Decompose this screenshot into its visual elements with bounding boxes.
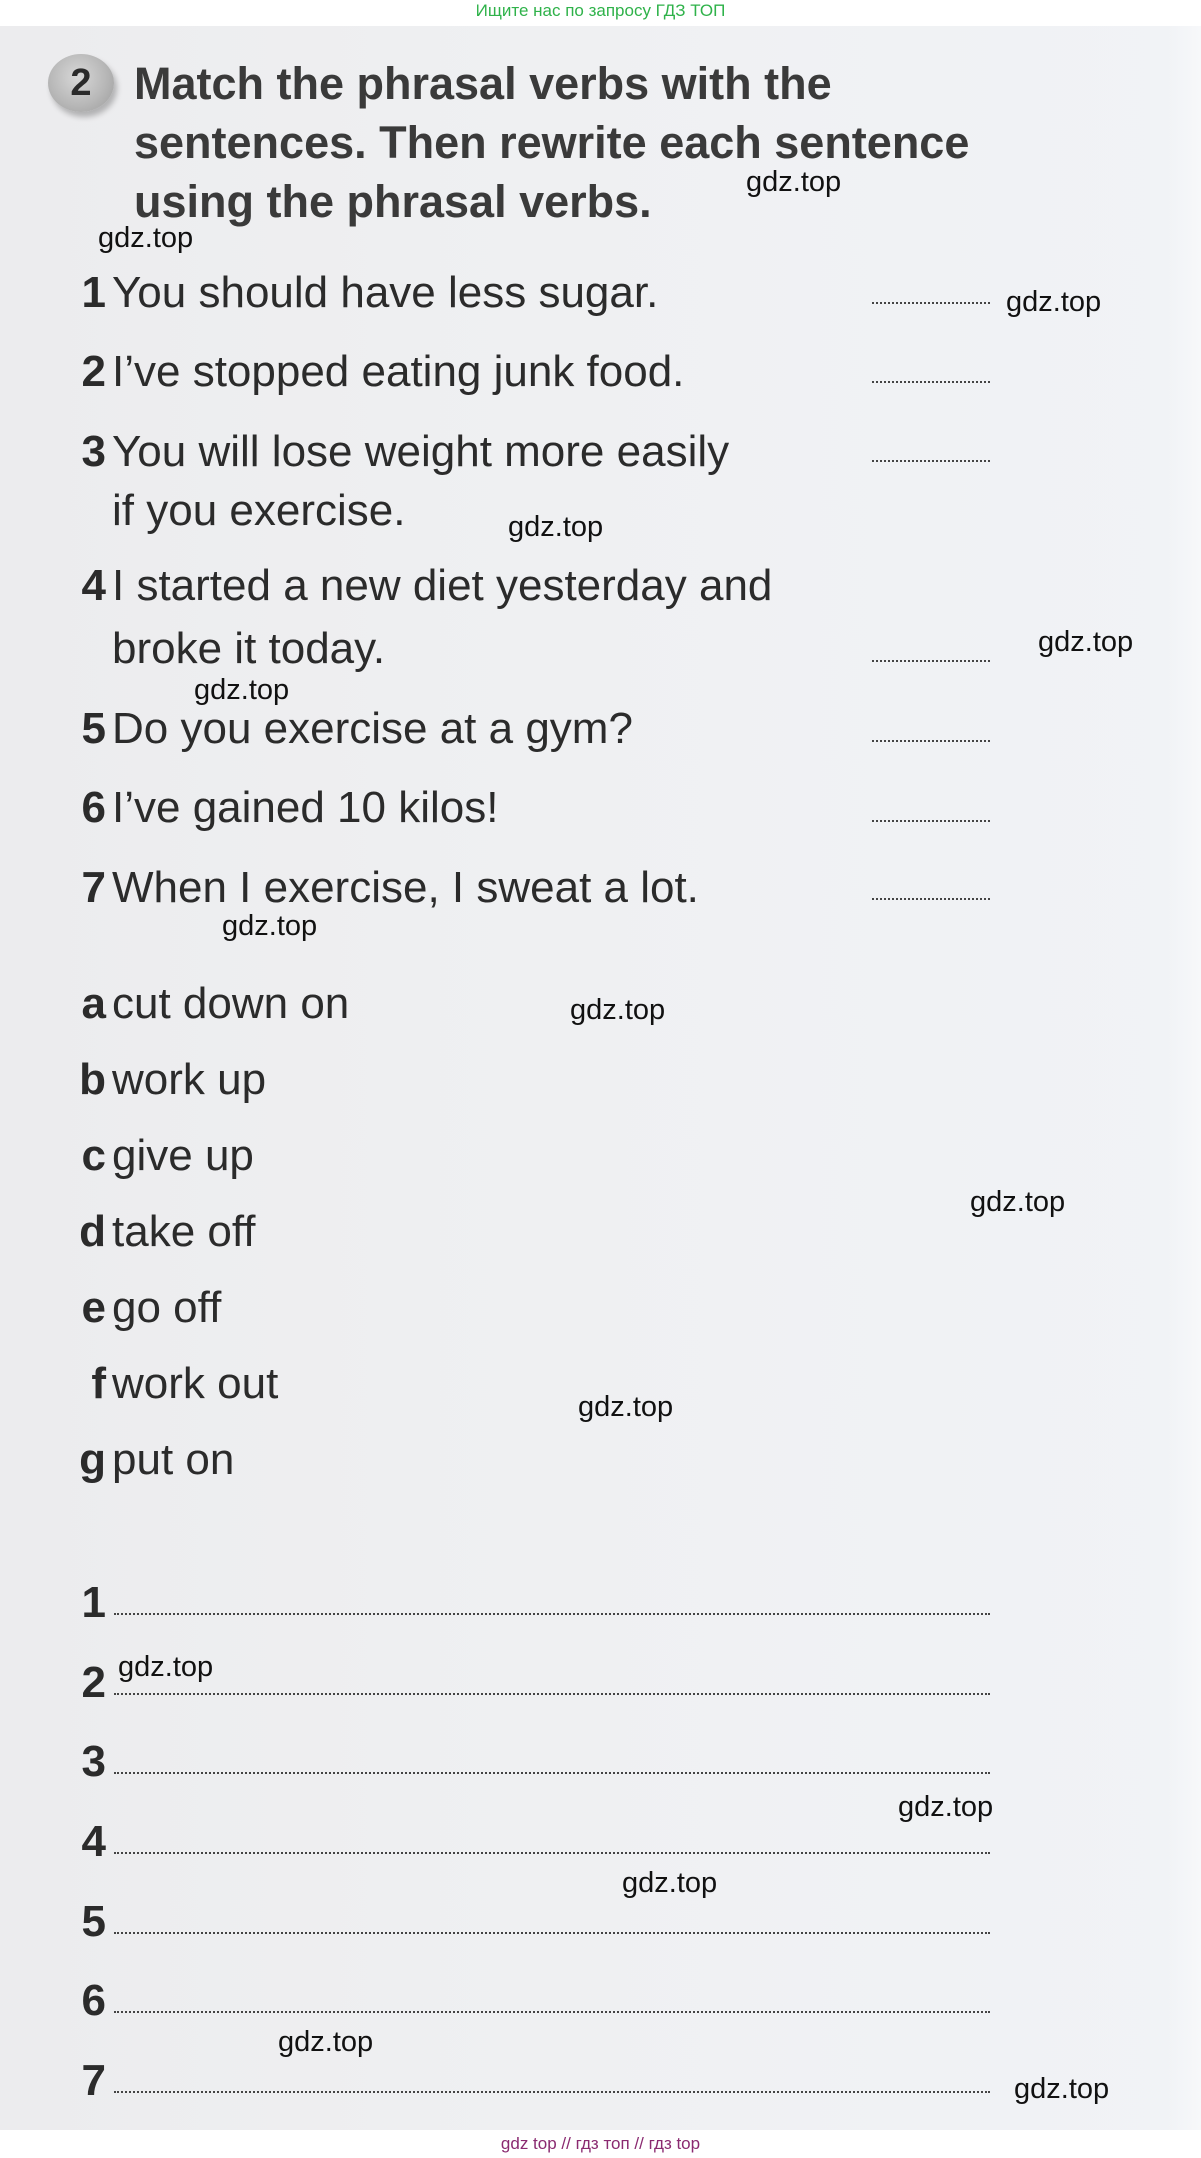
watermark: gdz.top [898, 1791, 994, 1823]
watermark: gdz.top [278, 2026, 374, 2058]
answer-line-5[interactable] [114, 1932, 990, 1934]
sentence-text: When I exercise, I sweat a lot. [112, 863, 699, 912]
sentence-number: 7 [81, 863, 106, 912]
watermark: gdz.top [1038, 626, 1134, 658]
answer-line-7[interactable] [114, 2091, 990, 2093]
match-blank-4[interactable] [872, 660, 990, 662]
match-blank-7[interactable] [872, 898, 990, 900]
watermark: gdz.top [970, 1186, 1066, 1218]
option-text: give up [112, 1131, 254, 1180]
watermark: gdz.top [622, 1867, 718, 1899]
top-banner[interactable]: Ищите нас по запросу ГДЗ ТОП [475, 1, 726, 20]
answer-line-4[interactable] [114, 1852, 990, 1854]
option-letter: e [81, 1283, 106, 1332]
watermark: gdz.top [98, 222, 194, 254]
answer-number: 2 [81, 1658, 106, 1707]
option-letter: a [81, 979, 106, 1028]
page-edge-shading [1167, 26, 1201, 2130]
answer-number: 1 [81, 1578, 106, 1627]
watermark: gdz.top [578, 1391, 674, 1423]
option-letter: c [81, 1131, 106, 1180]
option-letter: f [91, 1359, 106, 1408]
task-number-badge: 2 [48, 54, 114, 112]
sentence-text: I’ve stopped eating junk food. [112, 347, 685, 396]
watermark: gdz.top [222, 910, 318, 942]
option-text: cut down on [112, 979, 350, 1028]
answer-line-2[interactable] [114, 1693, 990, 1695]
option-text: work up [112, 1055, 267, 1104]
option-text: go off [112, 1283, 222, 1332]
watermark: gdz.top [1014, 2073, 1110, 2105]
option-letter: d [79, 1207, 106, 1256]
sentence-number: 3 [81, 427, 106, 476]
sentence-number: 2 [81, 347, 106, 396]
sentence-number: 1 [81, 268, 106, 317]
answer-number: 5 [81, 1897, 106, 1946]
option-text: work out [112, 1359, 279, 1408]
answer-number: 6 [81, 1976, 106, 2025]
option-letter: g [79, 1435, 106, 1484]
sentence-text: if you exercise. [112, 486, 406, 535]
watermark: gdz.top [746, 166, 842, 198]
sentence-text: broke it today. [112, 624, 386, 673]
bottom-banner[interactable]: gdz top // гдз топ // гдз top [500, 2134, 701, 2153]
watermark: gdz.top [1006, 286, 1102, 318]
sentence-text: You will lose weight more easily [112, 427, 730, 476]
watermark: gdz.top [570, 994, 666, 1026]
watermark: gdz.top [118, 1651, 214, 1683]
answer-number: 4 [81, 1817, 106, 1866]
sentence-text: Do you exercise at a gym? [112, 704, 633, 753]
watermark: gdz.top [194, 674, 290, 706]
sentence-number: 4 [81, 561, 106, 610]
answer-line-6[interactable] [114, 2011, 990, 2013]
sentence-number: 6 [81, 783, 106, 832]
task-instruction: Match the phrasal verbs with the sentences. Then rewrite each sentence using the phrasal verbs. [134, 58, 970, 227]
match-blank-3[interactable] [872, 460, 990, 462]
option-text: put on [112, 1435, 235, 1484]
match-blank-2[interactable] [872, 381, 990, 383]
match-blank-1[interactable] [872, 302, 990, 304]
sentence-number: 5 [81, 704, 106, 753]
sentence-text: I’ve gained 10 kilos! [112, 783, 499, 832]
sentence-text: I started a new diet yesterday and [112, 561, 773, 610]
answer-number: 3 [81, 1737, 106, 1786]
answer-line-3[interactable] [114, 1772, 990, 1774]
answer-line-1[interactable] [114, 1613, 990, 1615]
sentence-text: You should have less sugar. [112, 268, 659, 317]
match-blank-6[interactable] [872, 820, 990, 822]
watermark: gdz.top [508, 511, 604, 543]
match-blank-5[interactable] [872, 740, 990, 742]
answer-number: 7 [81, 2056, 106, 2105]
option-letter: b [79, 1055, 106, 1104]
option-text: take off [112, 1207, 256, 1256]
